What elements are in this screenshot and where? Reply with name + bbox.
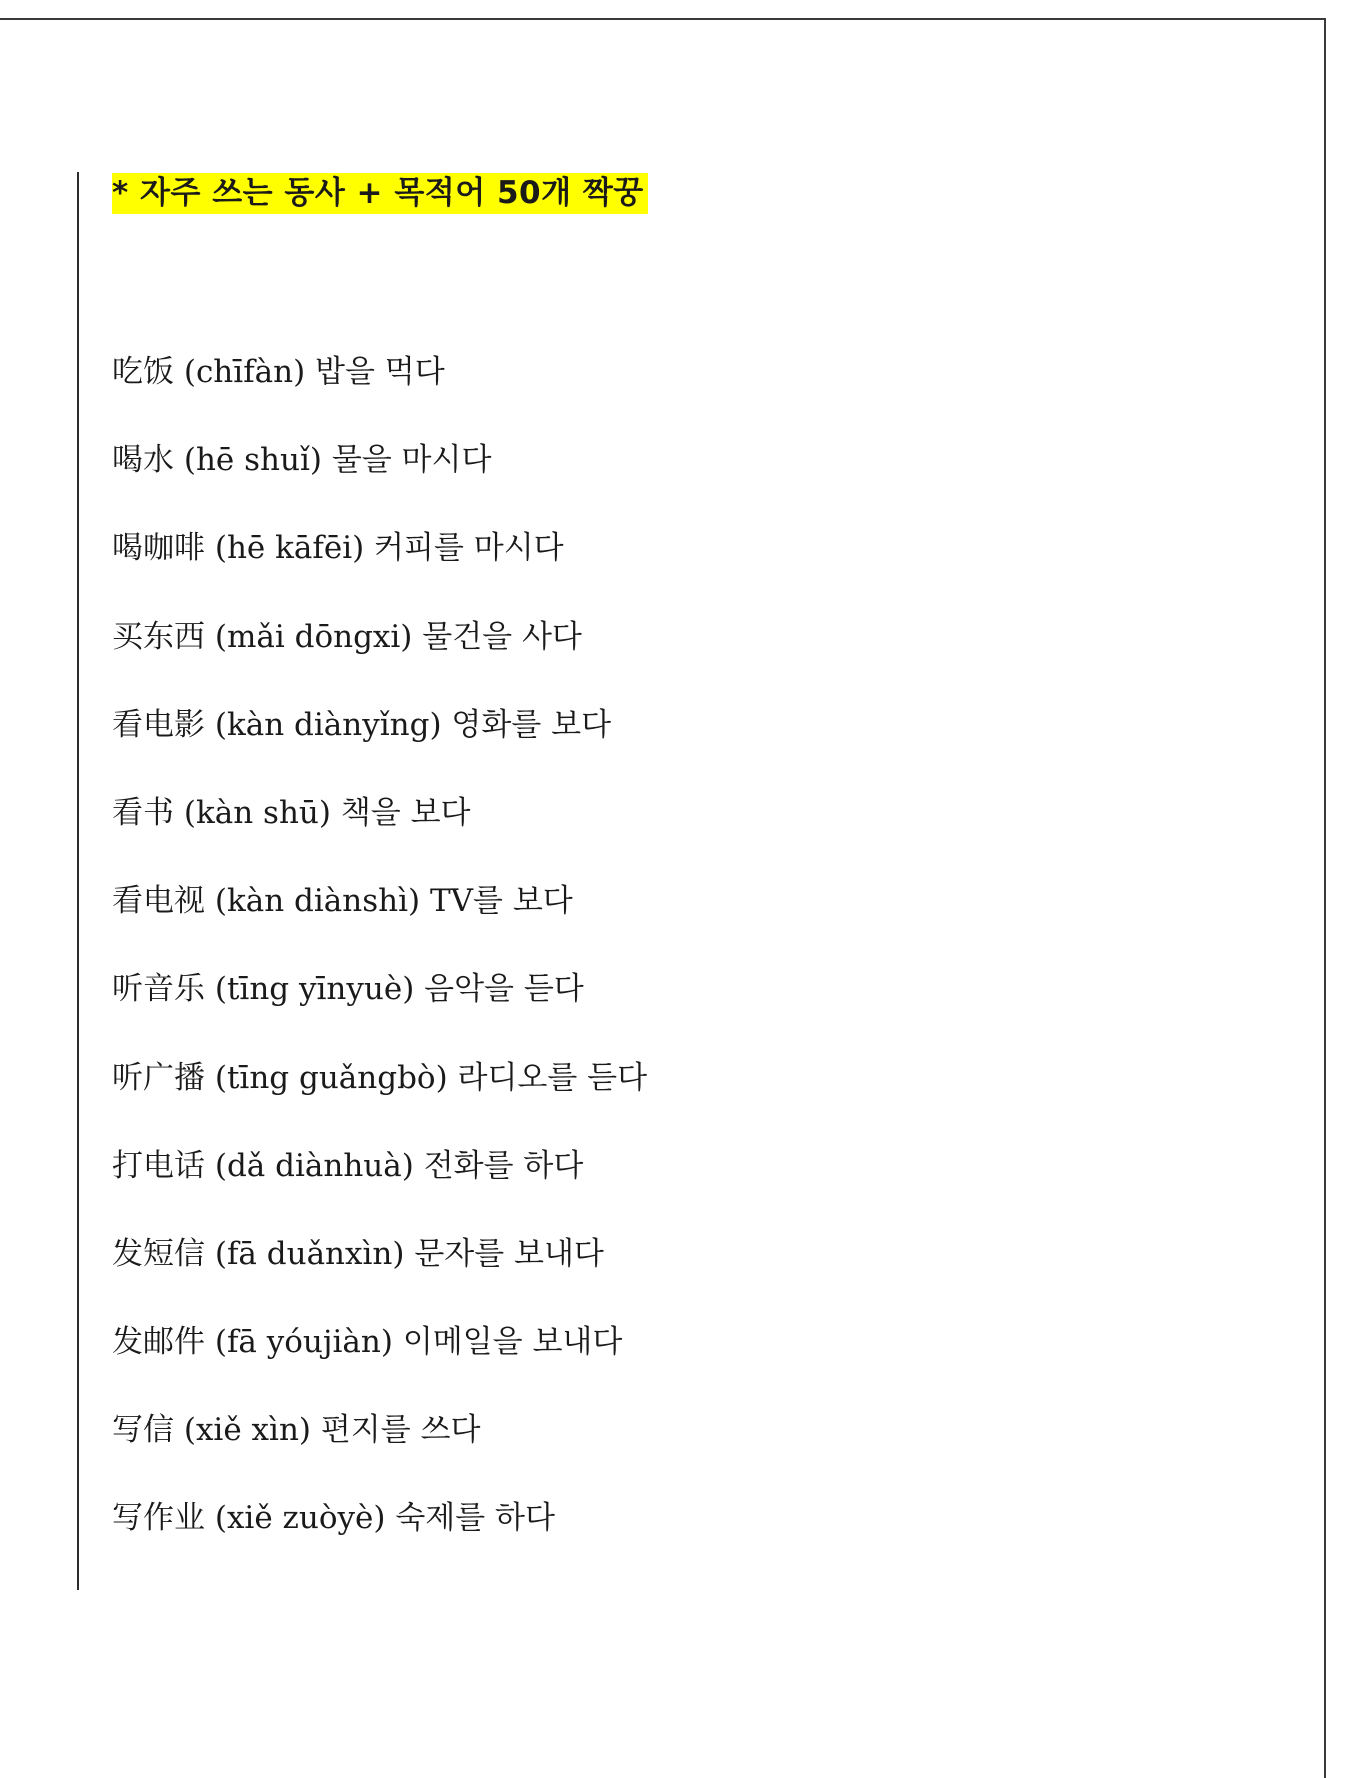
vocabulary-item: 买东西 (mǎi dōngxi) 물건을 사다 bbox=[112, 618, 582, 655]
vocabulary-item: 打电话 (dǎ diànhuà) 전화를 하다 bbox=[112, 1147, 584, 1184]
margin-rule bbox=[77, 172, 79, 1590]
heading-highlight: * 자주 쓰는 동사 + 목적어 50개 짝꿍 bbox=[112, 173, 648, 214]
vocabulary-item: 吃饭 (chīfàn) 밥을 먹다 bbox=[112, 354, 445, 390]
document-heading bbox=[112, 172, 648, 214]
vocabulary-item: 听音乐 (tīng yīnyuè) 음악을 듣다 bbox=[112, 971, 584, 1008]
vocabulary-item: 写作业 (xiě zuòyè) 숙제를 하다 bbox=[112, 1500, 555, 1537]
vocabulary-item: 喝水 (hē shuǐ) 물을 마시다 bbox=[112, 442, 492, 479]
vocabulary-list bbox=[112, 351, 647, 1586]
vocabulary-item: 发短信 (fā duǎnxìn) 문자를 보내다 bbox=[112, 1235, 604, 1272]
vocabulary-item: 发邮件 (fā yóujiàn) 이메일을 보내다 bbox=[112, 1324, 623, 1361]
vocabulary-item: 写信 (xiě xìn) 편지를 쓰다 bbox=[112, 1412, 481, 1449]
vocabulary-item: 看电视 (kàn diànshì) TV를 보다 bbox=[112, 883, 573, 920]
vocabulary-item: 看书 (kàn shū) 책을 보다 bbox=[112, 794, 471, 831]
vocabulary-item: 喝咖啡 (hē kāfēi) 커피를 마시다 bbox=[112, 530, 564, 567]
vocabulary-item: 看电影 (kàn diànyǐng) 영화를 보다 bbox=[112, 706, 612, 743]
vocabulary-item: 听广播 (tīng guǎngbò) 라디오를 듣다 bbox=[112, 1059, 648, 1096]
